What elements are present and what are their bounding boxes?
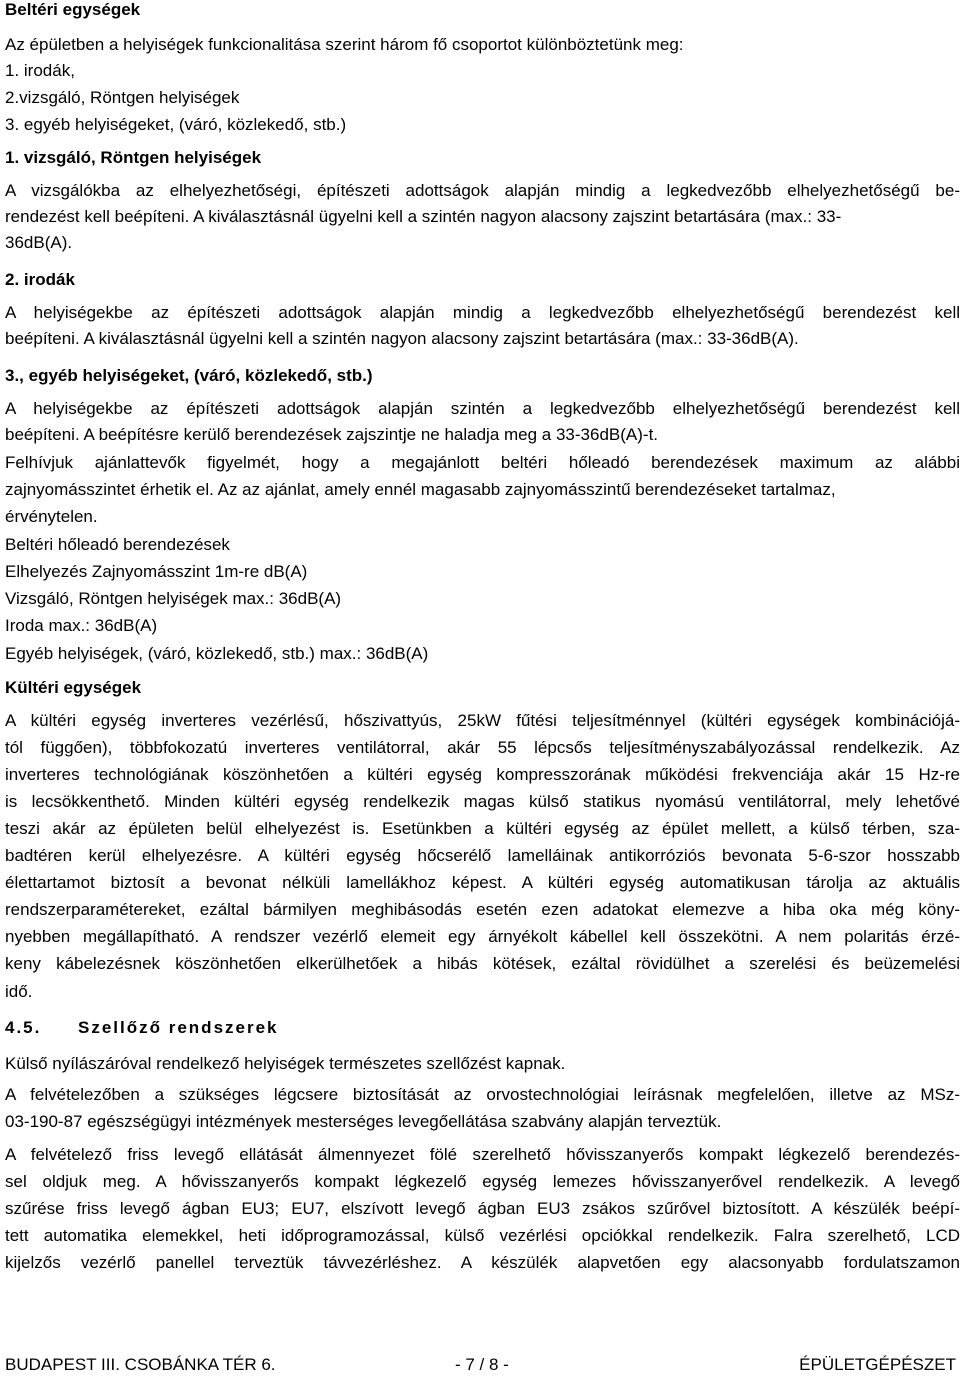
section-heading: 1. vizsgáló, Röntgen helyiségek	[5, 148, 262, 167]
intro-line: 1. irodák,	[5, 61, 75, 80]
paragraph-line: A vizsgálókba az elhelyezhetőségi, építészeti adottságok alapján mindig a legkedvezőbb elhelyezhetőségű be-	[5, 181, 960, 200]
paragraph-line: badtéren kerül elhelyezésre. A kültéri egység hőcserélő lamelláinak antikorróziós bevonata 5-6-szor hosszabb	[5, 846, 960, 865]
footer-address: BUDAPEST III. CSOBÁNKA TÉR 6.	[5, 1355, 276, 1374]
paragraph-line: érvénytelen.	[5, 507, 98, 526]
paragraph-line: 36dB(A).	[5, 233, 73, 252]
paragraph-line: beépíteni. A kiválasztásnál ügyelni kell a szintén nagyon alacsony zajszint betartására (max.: 33-36dB(A).	[5, 329, 799, 348]
kulteri-heading: Kültéri egységek	[5, 678, 142, 697]
paragraph-line: inverteres technológiának köszönhetően a kültéri egység kompresszorának működési frekvenciája akár 15 Hz-re	[5, 765, 960, 784]
paragraph-line: Vizsgáló, Röntgen helyiségek max.: 36dB(A)	[5, 589, 342, 608]
paragraph-line: Beltéri hőleadó berendezések	[5, 535, 230, 554]
paragraph-line: is lecsökkenthető. Minden kültéri egység rendelkezik magas külső statikus nyomású ventilátorral, mely lehetővé	[5, 792, 960, 811]
intro-line: 2.vizsgáló, Röntgen helyiségek	[5, 88, 240, 107]
paragraph-line: keny kábelezésnek köszönhetően elkerülhetőek a hibás kötések, ezáltal rövidülhet a szerelési és beüzemelési	[5, 954, 960, 973]
section-heading: 2. irodák	[5, 270, 75, 289]
paragraph-line: zajnyomásszintet érhetik el. Az az ajánlat, amely ennél magasabb zajnyomásszintű berendezéseket tartalmaz,	[5, 480, 836, 499]
paragraph-line: beépíteni. A beépítésre kerülő berendezések zajszintje ne haladja meg a 33-36dB(A)-t.	[5, 425, 659, 444]
paragraph-line: 03-190-87 egészségügyi intézmények mesterséges levegőellátása szabvány alapján terveztük.	[5, 1112, 722, 1131]
paragraph-line: nyebben megállapítható. A rendszer vezérlő elemeit egy árnyékolt kábellel kell összekötni. A nem polaritás érzé-	[5, 927, 960, 946]
paragraph-line: A helyiségekbe az építészeti adottságok alapján mindig a legkedvezőbb elhelyezhetőségű berendezést kell	[5, 303, 960, 322]
footer-discipline: ÉPÜLETGÉPÉSZET	[799, 1355, 956, 1374]
paragraph-line: teszi akár az épületen belül elhelyezést is. Esetünkben a kültéri egység az épület mellett, a külső térben, sza-	[5, 819, 960, 838]
paragraph-line: élettartamot biztosít a bevonat nélküli lamellákhoz képest. A kültéri egység automatikusan tárolja az aktuális	[5, 873, 960, 892]
section-heading: 3., egyéb helyiségeket, (váró, közlekedő, stb.)	[5, 366, 373, 385]
paragraph-line: Felhívjuk ajánlattevők figyelmét, hogy a megajánlott beltéri hőleadó berendezések maximum az alábbi	[5, 453, 960, 472]
paragraph-line: Elhelyezés Zajnyomásszint 1m-re dB(A)	[5, 562, 308, 581]
paragraph-line: Külső nyílászáróval rendelkező helyiségek természetes szellőzést kapnak.	[5, 1054, 566, 1073]
paragraph-line: A kültéri egység inverteres vezérlésű, hőszivattyús, 25kW fűtési teljesítménnyel (kültéri egységek kombinációjá-	[5, 711, 960, 730]
paragraph-line: szűrése friss levegő ágban EU3; EU7, elszívott levegő ágban EU3 zsákos szűrővel biztosított. A készülék beépí-	[5, 1199, 960, 1218]
paragraph-line: A helyiségekbe az építészeti adottságok alapján szintén a legkedvezőbb elhelyezhetőségű berendezést kell	[5, 399, 960, 418]
beltéri-heading: Beltéri egységek	[5, 0, 141, 19]
paragraph-line: A felvételezőben a szükséges légcsere biztosítását az orvostechnológiai leírásnak megfelelően, illetve az MSz-	[5, 1085, 960, 1104]
intro-line: 3. egyéb helyiségeket, (váró, közlekedő, stb.)	[5, 115, 347, 134]
intro-line: Az épületben a helyiségek funkcionalitása szerint három fő csoportot különböztetünk meg:	[5, 35, 684, 54]
section-title: Szellőző rendszerek	[78, 1018, 279, 1037]
paragraph-line: idő.	[5, 982, 33, 1001]
paragraph-line: Egyéb helyiségek, (váró, közlekedő, stb.) max.: 36dB(A)	[5, 644, 429, 663]
section-number: 4.5.	[5, 1018, 42, 1037]
footer-page-number: - 7 / 8 -	[455, 1355, 509, 1374]
paragraph-line: tett automatika elemekkel, heti időprogramozással, külső vezérlési opciókkal rendelkezik. Falra szerelhető, LCD	[5, 1226, 960, 1245]
paragraph-line: Iroda max.: 36dB(A)	[5, 616, 158, 635]
paragraph-line: rendezést kell beépíteni. A kiválasztásnál ügyelni kell a szintén nagyon alacsony zajszint betartására (max.: 33-	[5, 207, 842, 226]
paragraph-line: tól függően), többfokozatú inverteres ventilátorral, akár 55 lépcsős teljesítményszabályozással rendelkezik. Az	[5, 738, 960, 757]
paragraph-line: A felvételező friss levegő ellátását álmennyezet fölé szerelhető hővisszanyerős kompakt légkezelő berendezés-	[5, 1145, 960, 1164]
paragraph-line: rendszerparamétereket, ezáltal bármilyen meghibásodás esetén ezen adatokat elemezve a hiba oka még köny-	[5, 900, 960, 919]
paragraph-line: sel oldjuk meg. A hővisszanyerős kompakt légkezelő egység lemezes hővisszanyerővel rendelkezik. A levegő	[5, 1172, 960, 1191]
paragraph-line: kijelzős vezérlő panellel terveztük távvezérléshez. A készülék alapvetően egy alacsonyabb fordulatszamon	[5, 1253, 960, 1272]
